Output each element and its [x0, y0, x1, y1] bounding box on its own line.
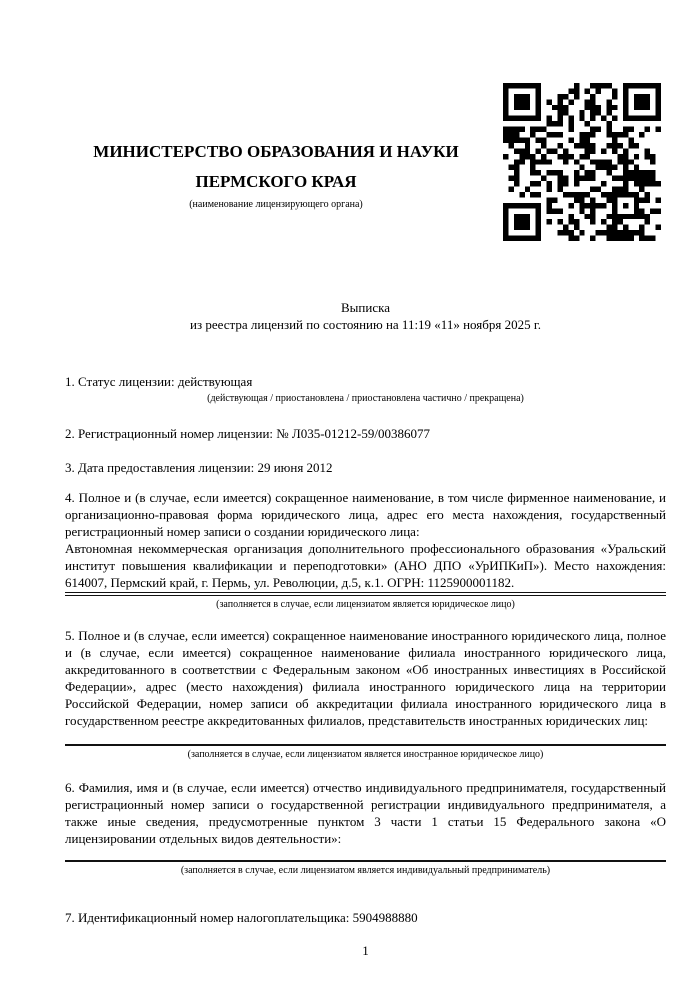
- registration-number-line: 2. Регистрационный номер лицензии: № Л035-01212-59/00386077: [65, 426, 431, 441]
- entrepreneur-section: [65, 779, 666, 877]
- fill-in-rule-foreign-entity: [65, 744, 666, 746]
- foreign-entity-caption: (заполняется в случае, если лицензиатом является иностранное юридическое лицо): [187, 749, 544, 760]
- ministry-name-line2: ПЕРМСКОГО КРАЯ: [195, 172, 357, 191]
- fill-in-rule-entrepreneur: [65, 860, 666, 862]
- licensing-authority-caption: (наименование лицензирующего органа): [189, 199, 363, 210]
- entrepreneur-statement: 6. Фамилия, имя и (в случае, если имеется) отчество индивидуального предпринимателя, государственный регистрационный номер записи о государственной регистрации индивидуального предпринимателя, а также иные сведения, предусмотренные пунктом 3 части 1 статьи 15 Федерального закона «О лицензировании отдельных видов деятельности»:: [65, 780, 666, 846]
- document-title-line2: из реестра лицензий по состоянию на 11:19 «11» ноября 2025 г.: [190, 317, 541, 332]
- qr-code: [503, 83, 661, 241]
- foreign-entity-statement: 5. Полное и (в случае, если имеется) сокращенное наименование иностранного юридического лица, полное и (в случае, если имеется) сокращенное наименование филиала иностранного юридического лица, аккредитованного в соответствии с Федеральным законом «Об иностранных инвестициях в Российской Федерации», адрес (место нахождения) филиала иностранного юридического лица на территории Российской Федерации, номер записи об аккредитации филиала иностранного юридического лица в государственном реестре аккредитованных филиалов, представительств иностранных юридических лиц:: [65, 628, 666, 728]
- document-title-line1: Выписка: [341, 300, 390, 315]
- ministry-name-line1: МИНИСТЕРСТВО ОБРАЗОВАНИЯ И НАУКИ: [93, 142, 459, 161]
- legal-entity-value: Автономная некоммерческая организация дополнительного профессионального образования «Уральский институт повышения квалификации и переподготовки» (АНО ДПО «УрИПКиП»). Место нахождения: 614007, Пермский край, г. Пермь, ул. Революции, д.5, к.1. ОГРН: 1125900001182.: [65, 541, 666, 590]
- document-title: [65, 299, 666, 333]
- foreign-entity-section: [65, 627, 666, 761]
- legal-entity-statement: 4. Полное и (в случае, если имеется) сокращенное наименование, в том числе фирменное наименование, и организационно-правовая форма юридического лица, адрес его места нахождения, государственный регистрационный номер записи о создании юридического лица:: [65, 490, 666, 539]
- legal-entity-caption: (заполняется в случае, если лицензиатом является юридическое лицо): [216, 599, 515, 610]
- legal-entity-section: [65, 489, 666, 611]
- license-status-options-caption: (действующая / приостановлена / приостановлена частично / прекращена): [207, 393, 524, 404]
- fill-in-rule-legal-entity: [65, 592, 666, 596]
- taxpayer-number-line: 7. Идентификационный номер налогоплательщика: 5904988880: [65, 910, 418, 925]
- entrepreneur-caption: (заполняется в случае, если лицензиатом является индивидуальный предприниматель): [180, 865, 551, 876]
- license-status-section: [65, 373, 666, 405]
- page-number: 1: [362, 943, 369, 958]
- licensing-authority-name: [65, 0, 487, 197]
- license-grant-date-line: 3. Дата предоставления лицензии: 29 июня 2012: [65, 460, 333, 475]
- license-status-line: 1. Статус лицензии: действующая: [65, 374, 253, 389]
